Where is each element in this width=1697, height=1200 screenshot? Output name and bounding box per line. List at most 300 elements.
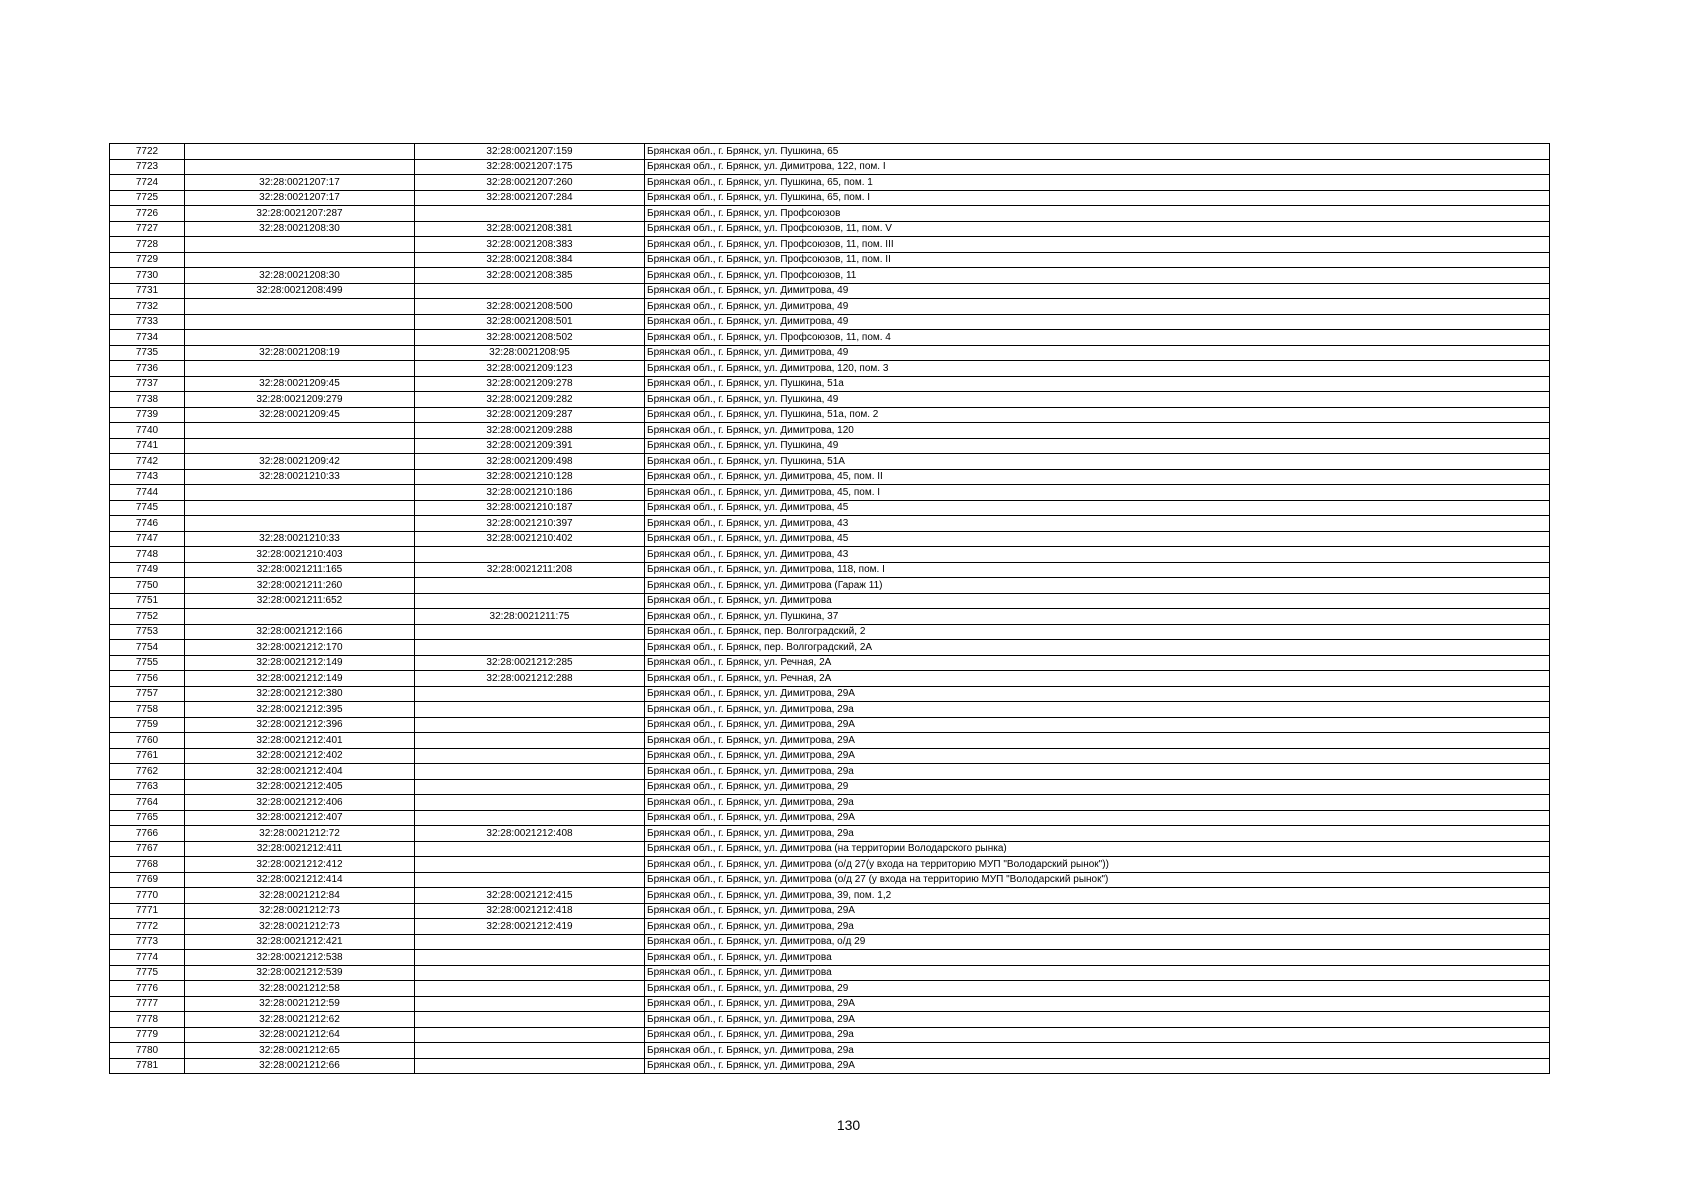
parent-cadastral-cell: 32:28:0021212:404 [185, 764, 415, 780]
parent-cadastral-cell: 32:28:0021209:42 [185, 454, 415, 470]
cadastral-number-cell: 32:28:0021208:502 [415, 330, 645, 346]
parent-cadastral-cell: 32:28:0021209:45 [185, 376, 415, 392]
table-row [110, 330, 1550, 346]
table-row [110, 655, 1550, 671]
parent-cadastral-cell: 32:28:0021208:30 [185, 221, 415, 237]
parent-cadastral-cell [185, 361, 415, 377]
row-number-cell: 7723 [110, 159, 185, 175]
parent-cadastral-cell [185, 485, 415, 501]
address-cell: Брянская обл., г. Брянск, ул. Димитрова [645, 950, 1550, 966]
table-row [110, 500, 1550, 516]
parent-cadastral-cell [185, 144, 415, 160]
row-number-cell: 7724 [110, 175, 185, 191]
table-row [110, 454, 1550, 470]
table-row [110, 314, 1550, 330]
table-row [110, 640, 1550, 656]
row-number-cell: 7775 [110, 965, 185, 981]
row-number-cell: 7747 [110, 531, 185, 547]
cadastral-number-cell: 32:28:0021207:175 [415, 159, 645, 175]
table-row [110, 950, 1550, 966]
table-row [110, 531, 1550, 547]
parent-cadastral-cell [185, 438, 415, 454]
cadastral-number-cell [415, 547, 645, 563]
row-number-cell: 7778 [110, 1012, 185, 1028]
cadastral-number-cell [415, 1012, 645, 1028]
parent-cadastral-cell [185, 423, 415, 439]
cadastral-number-cell [415, 640, 645, 656]
parent-cadastral-cell: 32:28:0021212:62 [185, 1012, 415, 1028]
parent-cadastral-cell: 32:28:0021212:73 [185, 903, 415, 919]
address-cell: Брянская обл., г. Брянск, ул. Димитрова, 29А [645, 686, 1550, 702]
cadastral-number-cell [415, 965, 645, 981]
address-cell: Брянская обл., г. Брянск, ул. Димитрова, 43 [645, 547, 1550, 563]
cadastral-number-cell: 32:28:0021208:385 [415, 268, 645, 284]
cadastral-number-cell: 32:28:0021208:381 [415, 221, 645, 237]
row-number-cell: 7770 [110, 888, 185, 904]
address-cell: Брянская обл., г. Брянск, ул. Димитрова, 118, пом. I [645, 562, 1550, 578]
cadastral-number-cell [415, 702, 645, 718]
row-number-cell: 7756 [110, 671, 185, 687]
cadastral-number-cell: 32:28:0021210:397 [415, 516, 645, 532]
table-row [110, 996, 1550, 1012]
address-cell: Брянская обл., г. Брянск, ул. Пушкина, 65 [645, 144, 1550, 160]
row-number-cell: 7772 [110, 919, 185, 935]
row-number-cell: 7726 [110, 206, 185, 222]
address-cell: Брянская обл., г. Брянск, ул. Димитрова, 29а [645, 919, 1550, 935]
cadastral-number-cell: 32:28:0021212:419 [415, 919, 645, 935]
address-cell: Брянская обл., г. Брянск, ул. Профсоюзов [645, 206, 1550, 222]
row-number-cell: 7736 [110, 361, 185, 377]
cadastral-number-cell: 32:28:0021208:95 [415, 345, 645, 361]
page-number: 130 [836, 1117, 861, 1133]
parent-cadastral-cell [185, 500, 415, 516]
parent-cadastral-cell: 32:28:0021209:45 [185, 407, 415, 423]
row-number-cell: 7760 [110, 733, 185, 749]
address-cell: Брянская обл., г. Брянск, ул. Димитрова, 29а [645, 826, 1550, 842]
cadastral-number-cell: 32:28:0021210:402 [415, 531, 645, 547]
cadastral-number-cell: 32:28:0021211:75 [415, 609, 645, 625]
parent-cadastral-cell: 32:28:0021212:395 [185, 702, 415, 718]
table-row [110, 485, 1550, 501]
parent-cadastral-cell [185, 516, 415, 532]
cadastral-number-cell [415, 283, 645, 299]
parent-cadastral-cell: 32:28:0021212:66 [185, 1058, 415, 1074]
cadastral-number-cell [415, 934, 645, 950]
table-row [110, 748, 1550, 764]
parent-cadastral-cell: 32:28:0021210:403 [185, 547, 415, 563]
row-number-cell: 7768 [110, 857, 185, 873]
row-number-cell: 7771 [110, 903, 185, 919]
address-cell: Брянская обл., г. Брянск, ул. Профсоюзов, 11, пом. V [645, 221, 1550, 237]
parent-cadastral-cell: 32:28:0021212:58 [185, 981, 415, 997]
address-cell: Брянская обл., г. Брянск, ул. Пушкина, 65, пом. I [645, 190, 1550, 206]
row-number-cell: 7781 [110, 1058, 185, 1074]
address-cell: Брянская обл., г. Брянск, ул. Димитрова, 45 [645, 531, 1550, 547]
address-cell: Брянская обл., г. Брянск, ул. Димитрова, 45 [645, 500, 1550, 516]
parent-cadastral-cell: 32:28:0021212:539 [185, 965, 415, 981]
table-row [110, 686, 1550, 702]
row-number-cell: 7763 [110, 779, 185, 795]
table-row [110, 671, 1550, 687]
cadastral-number-cell: 32:28:0021209:391 [415, 438, 645, 454]
cadastral-number-cell: 32:28:0021210:186 [415, 485, 645, 501]
parent-cadastral-cell: 32:28:0021212:412 [185, 857, 415, 873]
cadastral-number-cell: 32:28:0021209:287 [415, 407, 645, 423]
parent-cadastral-cell [185, 299, 415, 315]
address-cell: Брянская обл., г. Брянск, ул. Профсоюзов, 11, пом. 4 [645, 330, 1550, 346]
cadastral-number-cell: 32:28:0021212:288 [415, 671, 645, 687]
table-row [110, 407, 1550, 423]
address-cell: Брянская обл., г. Брянск, ул. Димитрова, 29а [645, 1027, 1550, 1043]
address-cell: Брянская обл., г. Брянск, ул. Пушкина, 51а, пом. 2 [645, 407, 1550, 423]
table-row [110, 733, 1550, 749]
address-cell: Брянская обл., г. Брянск, ул. Димитрова, 29А [645, 1058, 1550, 1074]
address-cell: Брянская обл., г. Брянск, ул. Димитрова, 29а [645, 764, 1550, 780]
row-number-cell: 7748 [110, 547, 185, 563]
row-number-cell: 7733 [110, 314, 185, 330]
table-row [110, 190, 1550, 206]
parent-cadastral-cell: 32:28:0021212:407 [185, 810, 415, 826]
parent-cadastral-cell: 32:28:0021210:33 [185, 469, 415, 485]
table-row [110, 593, 1550, 609]
cadastral-number-cell [415, 686, 645, 702]
table-row [110, 888, 1550, 904]
table-row [110, 764, 1550, 780]
address-cell: Брянская обл., г. Брянск, ул. Димитрова, о/д 29 [645, 934, 1550, 950]
row-number-cell: 7755 [110, 655, 185, 671]
table-row [110, 438, 1550, 454]
row-number-cell: 7757 [110, 686, 185, 702]
address-cell: Брянская обл., г. Брянск, ул. Димитрова, 49 [645, 299, 1550, 315]
parent-cadastral-cell: 32:28:0021212:73 [185, 919, 415, 935]
address-cell: Брянская обл., г. Брянск, ул. Димитрова (о/д 27 (у входа на территорию МУП "Володарский рынок") [645, 872, 1550, 888]
table-row [110, 221, 1550, 237]
parent-cadastral-cell: 32:28:0021212:59 [185, 996, 415, 1012]
parent-cadastral-cell: 32:28:0021212:65 [185, 1043, 415, 1059]
cadastral-number-cell: 32:28:0021212:408 [415, 826, 645, 842]
table-row [110, 903, 1550, 919]
row-number-cell: 7780 [110, 1043, 185, 1059]
cadastral-number-cell: 32:28:0021209:498 [415, 454, 645, 470]
row-number-cell: 7732 [110, 299, 185, 315]
table-row [110, 1043, 1550, 1059]
table-row [110, 934, 1550, 950]
row-number-cell: 7776 [110, 981, 185, 997]
address-cell: Брянская обл., г. Брянск, ул. Димитрова, 120, пом. 3 [645, 361, 1550, 377]
address-cell: Брянская обл., г. Брянск, ул. Димитрова, 29А [645, 717, 1550, 733]
row-number-cell: 7725 [110, 190, 185, 206]
address-cell: Брянская обл., г. Брянск, пер. Волгоградский, 2 [645, 624, 1550, 640]
cadastral-number-cell: 32:28:0021209:288 [415, 423, 645, 439]
parent-cadastral-cell: 32:28:0021207:17 [185, 190, 415, 206]
table-row [110, 237, 1550, 253]
row-number-cell: 7743 [110, 469, 185, 485]
table-row [110, 283, 1550, 299]
row-number-cell: 7769 [110, 872, 185, 888]
row-number-cell: 7731 [110, 283, 185, 299]
table-row [110, 175, 1550, 191]
address-cell: Брянская обл., г. Брянск, ул. Димитрова [645, 593, 1550, 609]
address-cell: Брянская обл., г. Брянск, ул. Димитрова, 29а [645, 795, 1550, 811]
address-cell: Брянская обл., г. Брянск, ул. Димитрова, 29А [645, 903, 1550, 919]
row-number-cell: 7754 [110, 640, 185, 656]
address-cell: Брянская обл., г. Брянск, ул. Димитрова, 45, пом. II [645, 469, 1550, 485]
parent-cadastral-cell: 32:28:0021212:170 [185, 640, 415, 656]
address-cell: Брянская обл., г. Брянск, ул. Димитрова, 49 [645, 314, 1550, 330]
cadastral-number-cell [415, 717, 645, 733]
parent-cadastral-cell: 32:28:0021212:84 [185, 888, 415, 904]
cadastral-number-cell: 32:28:0021210:187 [415, 500, 645, 516]
address-cell: Брянская обл., г. Брянск, ул. Димитрова, 29А [645, 810, 1550, 826]
table-row [110, 795, 1550, 811]
parent-cadastral-cell: 32:28:0021212:405 [185, 779, 415, 795]
row-number-cell: 7767 [110, 841, 185, 857]
address-cell: Брянская обл., г. Брянск, ул. Пушкина, 49 [645, 438, 1550, 454]
cadastral-number-cell [415, 1027, 645, 1043]
parent-cadastral-cell [185, 330, 415, 346]
address-cell: Брянская обл., г. Брянск, ул. Речная, 2А [645, 655, 1550, 671]
row-number-cell: 7774 [110, 950, 185, 966]
cadastral-number-cell: 32:28:0021207:284 [415, 190, 645, 206]
table-row [110, 919, 1550, 935]
row-number-cell: 7746 [110, 516, 185, 532]
cadastral-number-cell [415, 624, 645, 640]
row-number-cell: 7739 [110, 407, 185, 423]
parent-cadastral-cell: 32:28:0021212:149 [185, 671, 415, 687]
address-cell: Брянская обл., г. Брянск, ул. Димитрова, 29А [645, 733, 1550, 749]
row-number-cell: 7730 [110, 268, 185, 284]
cadastral-number-cell: 32:28:0021211:208 [415, 562, 645, 578]
cadastral-number-cell: 32:28:0021208:383 [415, 237, 645, 253]
address-cell: Брянская обл., г. Брянск, пер. Волгоградский, 2А [645, 640, 1550, 656]
row-number-cell: 7750 [110, 578, 185, 594]
parent-cadastral-cell: 32:28:0021210:33 [185, 531, 415, 547]
cadastral-number-cell [415, 1058, 645, 1074]
cadastral-number-cell: 32:28:0021209:123 [415, 361, 645, 377]
parent-cadastral-cell [185, 609, 415, 625]
address-cell: Брянская обл., г. Брянск, ул. Пушкина, 51А [645, 454, 1550, 470]
table-row [110, 1012, 1550, 1028]
row-number-cell: 7749 [110, 562, 185, 578]
table-row [110, 779, 1550, 795]
row-number-cell: 7729 [110, 252, 185, 268]
cadastral-number-cell [415, 578, 645, 594]
cadastral-number-cell [415, 996, 645, 1012]
address-cell: Брянская обл., г. Брянск, ул. Димитрова, 29 [645, 981, 1550, 997]
row-number-cell: 7737 [110, 376, 185, 392]
row-number-cell: 7745 [110, 500, 185, 516]
address-cell: Брянская обл., г. Брянск, ул. Димитрова (о/д 27(у входа на территорию МУП "Володарский рынок")) [645, 857, 1550, 873]
address-cell: Брянская обл., г. Брянск, ул. Пушкина, 65, пом. 1 [645, 175, 1550, 191]
row-number-cell: 7742 [110, 454, 185, 470]
table-row [110, 159, 1550, 175]
parent-cadastral-cell: 32:28:0021212:401 [185, 733, 415, 749]
row-number-cell: 7727 [110, 221, 185, 237]
table-row [110, 516, 1550, 532]
row-number-cell: 7773 [110, 934, 185, 950]
table-row [110, 252, 1550, 268]
cadastral-number-cell: 32:28:0021208:501 [415, 314, 645, 330]
table-row [110, 206, 1550, 222]
address-cell: Брянская обл., г. Брянск, ул. Профсоюзов, 11, пом. II [645, 252, 1550, 268]
cadastral-number-cell: 32:28:0021212:285 [415, 655, 645, 671]
row-number-cell: 7722 [110, 144, 185, 160]
address-cell: Брянская обл., г. Брянск, ул. Речная, 2А [645, 671, 1550, 687]
table-row [110, 857, 1550, 873]
cadastral-number-cell [415, 748, 645, 764]
address-cell: Брянская обл., г. Брянск, ул. Пушкина, 51а [645, 376, 1550, 392]
parent-cadastral-cell: 32:28:0021211:260 [185, 578, 415, 594]
cadastral-number-cell [415, 593, 645, 609]
parent-cadastral-cell: 32:28:0021207:287 [185, 206, 415, 222]
parent-cadastral-cell: 32:28:0021212:421 [185, 934, 415, 950]
table-row [110, 345, 1550, 361]
cadastral-number-cell [415, 764, 645, 780]
table-row [110, 1058, 1550, 1074]
table-row [110, 299, 1550, 315]
cadastral-number-cell: 32:28:0021209:282 [415, 392, 645, 408]
row-number-cell: 7766 [110, 826, 185, 842]
table-row [110, 423, 1550, 439]
table-row [110, 702, 1550, 718]
parent-cadastral-cell: 32:28:0021212:72 [185, 826, 415, 842]
cadastral-number-cell: 32:28:0021208:500 [415, 299, 645, 315]
parent-cadastral-cell: 32:28:0021212:414 [185, 872, 415, 888]
parent-cadastral-cell: 32:28:0021212:538 [185, 950, 415, 966]
table-row [110, 578, 1550, 594]
parent-cadastral-cell: 32:28:0021212:64 [185, 1027, 415, 1043]
cadastral-number-cell: 32:28:0021210:128 [415, 469, 645, 485]
parent-cadastral-cell: 32:28:0021211:652 [185, 593, 415, 609]
parent-cadastral-cell: 32:28:0021212:149 [185, 655, 415, 671]
address-cell: Брянская обл., г. Брянск, ул. Димитрова, 29 [645, 779, 1550, 795]
table-row [110, 562, 1550, 578]
table-row [110, 361, 1550, 377]
address-cell: Брянская обл., г. Брянск, ул. Пушкина, 49 [645, 392, 1550, 408]
parent-cadastral-cell: 32:28:0021212:411 [185, 841, 415, 857]
parent-cadastral-cell [185, 314, 415, 330]
parent-cadastral-cell: 32:28:0021208:30 [185, 268, 415, 284]
row-number-cell: 7744 [110, 485, 185, 501]
address-cell: Брянская обл., г. Брянск, ул. Димитрова, 29А [645, 748, 1550, 764]
cadastral-number-cell [415, 733, 645, 749]
table-row [110, 717, 1550, 733]
cadastral-number-cell: 32:28:0021207:159 [415, 144, 645, 160]
address-cell: Брянская обл., г. Брянск, ул. Димитрова, 122, пом. I [645, 159, 1550, 175]
row-number-cell: 7761 [110, 748, 185, 764]
parent-cadastral-cell: 32:28:0021208:499 [185, 283, 415, 299]
table-row [110, 1027, 1550, 1043]
table-row [110, 547, 1550, 563]
cadastral-number-cell: 32:28:0021212:418 [415, 903, 645, 919]
parent-cadastral-cell: 32:28:0021211:165 [185, 562, 415, 578]
table-row [110, 392, 1550, 408]
row-number-cell: 7777 [110, 996, 185, 1012]
table-body [110, 144, 1550, 1074]
table-row [110, 376, 1550, 392]
row-number-cell: 7735 [110, 345, 185, 361]
row-number-cell: 7764 [110, 795, 185, 811]
table-row [110, 469, 1550, 485]
address-cell: Брянская обл., г. Брянск, ул. Димитрова, 29А [645, 1012, 1550, 1028]
cadastral-number-cell [415, 206, 645, 222]
row-number-cell: 7762 [110, 764, 185, 780]
table-row [110, 609, 1550, 625]
cadastral-number-cell [415, 779, 645, 795]
table-row [110, 872, 1550, 888]
row-number-cell: 7779 [110, 1027, 185, 1043]
address-cell: Брянская обл., г. Брянск, ул. Димитрова (Гараж 11) [645, 578, 1550, 594]
address-cell: Брянская обл., г. Брянск, ул. Димитрова, 120 [645, 423, 1550, 439]
address-cell: Брянская обл., г. Брянск, ул. Димитрова, 29а [645, 702, 1550, 718]
row-number-cell: 7765 [110, 810, 185, 826]
address-cell: Брянская обл., г. Брянск, ул. Димитрова [645, 965, 1550, 981]
table-row [110, 841, 1550, 857]
row-number-cell: 7734 [110, 330, 185, 346]
cadastral-number-cell: 32:28:0021207:260 [415, 175, 645, 191]
table-row [110, 965, 1550, 981]
row-number-cell: 7751 [110, 593, 185, 609]
parent-cadastral-cell: 32:28:0021209:279 [185, 392, 415, 408]
row-number-cell: 7740 [110, 423, 185, 439]
row-number-cell: 7752 [110, 609, 185, 625]
table-row [110, 810, 1550, 826]
address-cell: Брянская обл., г. Брянск, ул. Димитрова, 29а [645, 1043, 1550, 1059]
parent-cadastral-cell [185, 237, 415, 253]
table-row [110, 826, 1550, 842]
row-number-cell: 7753 [110, 624, 185, 640]
cadastral-number-cell [415, 841, 645, 857]
cadastral-number-cell: 32:28:0021209:278 [415, 376, 645, 392]
parent-cadastral-cell [185, 159, 415, 175]
parent-cadastral-cell: 32:28:0021212:166 [185, 624, 415, 640]
data-table [109, 143, 1550, 1074]
table-row [110, 268, 1550, 284]
parent-cadastral-cell: 32:28:0021212:402 [185, 748, 415, 764]
cadastral-number-cell [415, 795, 645, 811]
parent-cadastral-cell: 32:28:0021212:406 [185, 795, 415, 811]
parent-cadastral-cell: 32:28:0021208:19 [185, 345, 415, 361]
row-number-cell: 7758 [110, 702, 185, 718]
address-cell: Брянская обл., г. Брянск, ул. Димитрова, 49 [645, 345, 1550, 361]
address-cell: Брянская обл., г. Брянск, ул. Профсоюзов, 11, пом. III [645, 237, 1550, 253]
parent-cadastral-cell: 32:28:0021207:17 [185, 175, 415, 191]
cadastral-number-cell [415, 950, 645, 966]
cadastral-number-cell [415, 857, 645, 873]
table-row [110, 981, 1550, 997]
address-cell: Брянская обл., г. Брянск, ул. Димитрова, 43 [645, 516, 1550, 532]
parent-cadastral-cell [185, 252, 415, 268]
parent-cadastral-cell: 32:28:0021212:396 [185, 717, 415, 733]
address-cell: Брянская обл., г. Брянск, ул. Димитрова, 45, пом. I [645, 485, 1550, 501]
cadastral-number-cell [415, 810, 645, 826]
address-cell: Брянская обл., г. Брянск, ул. Димитрова (на территории Володарского рынка) [645, 841, 1550, 857]
cadastral-number-cell: 32:28:0021208:384 [415, 252, 645, 268]
cadastral-number-cell: 32:28:0021212:415 [415, 888, 645, 904]
address-cell: Брянская обл., г. Брянск, ул. Пушкина, 37 [645, 609, 1550, 625]
cadastral-number-cell [415, 1043, 645, 1059]
cadastral-number-cell [415, 872, 645, 888]
cadastral-number-cell [415, 981, 645, 997]
table-row [110, 624, 1550, 640]
table-row [110, 144, 1550, 160]
row-number-cell: 7728 [110, 237, 185, 253]
address-cell: Брянская обл., г. Брянск, ул. Профсоюзов, 11 [645, 268, 1550, 284]
address-cell: Брянская обл., г. Брянск, ул. Димитрова, 39, пом. 1,2 [645, 888, 1550, 904]
address-cell: Брянская обл., г. Брянск, ул. Димитрова, 49 [645, 283, 1550, 299]
address-cell: Брянская обл., г. Брянск, ул. Димитрова, 29А [645, 996, 1550, 1012]
row-number-cell: 7741 [110, 438, 185, 454]
